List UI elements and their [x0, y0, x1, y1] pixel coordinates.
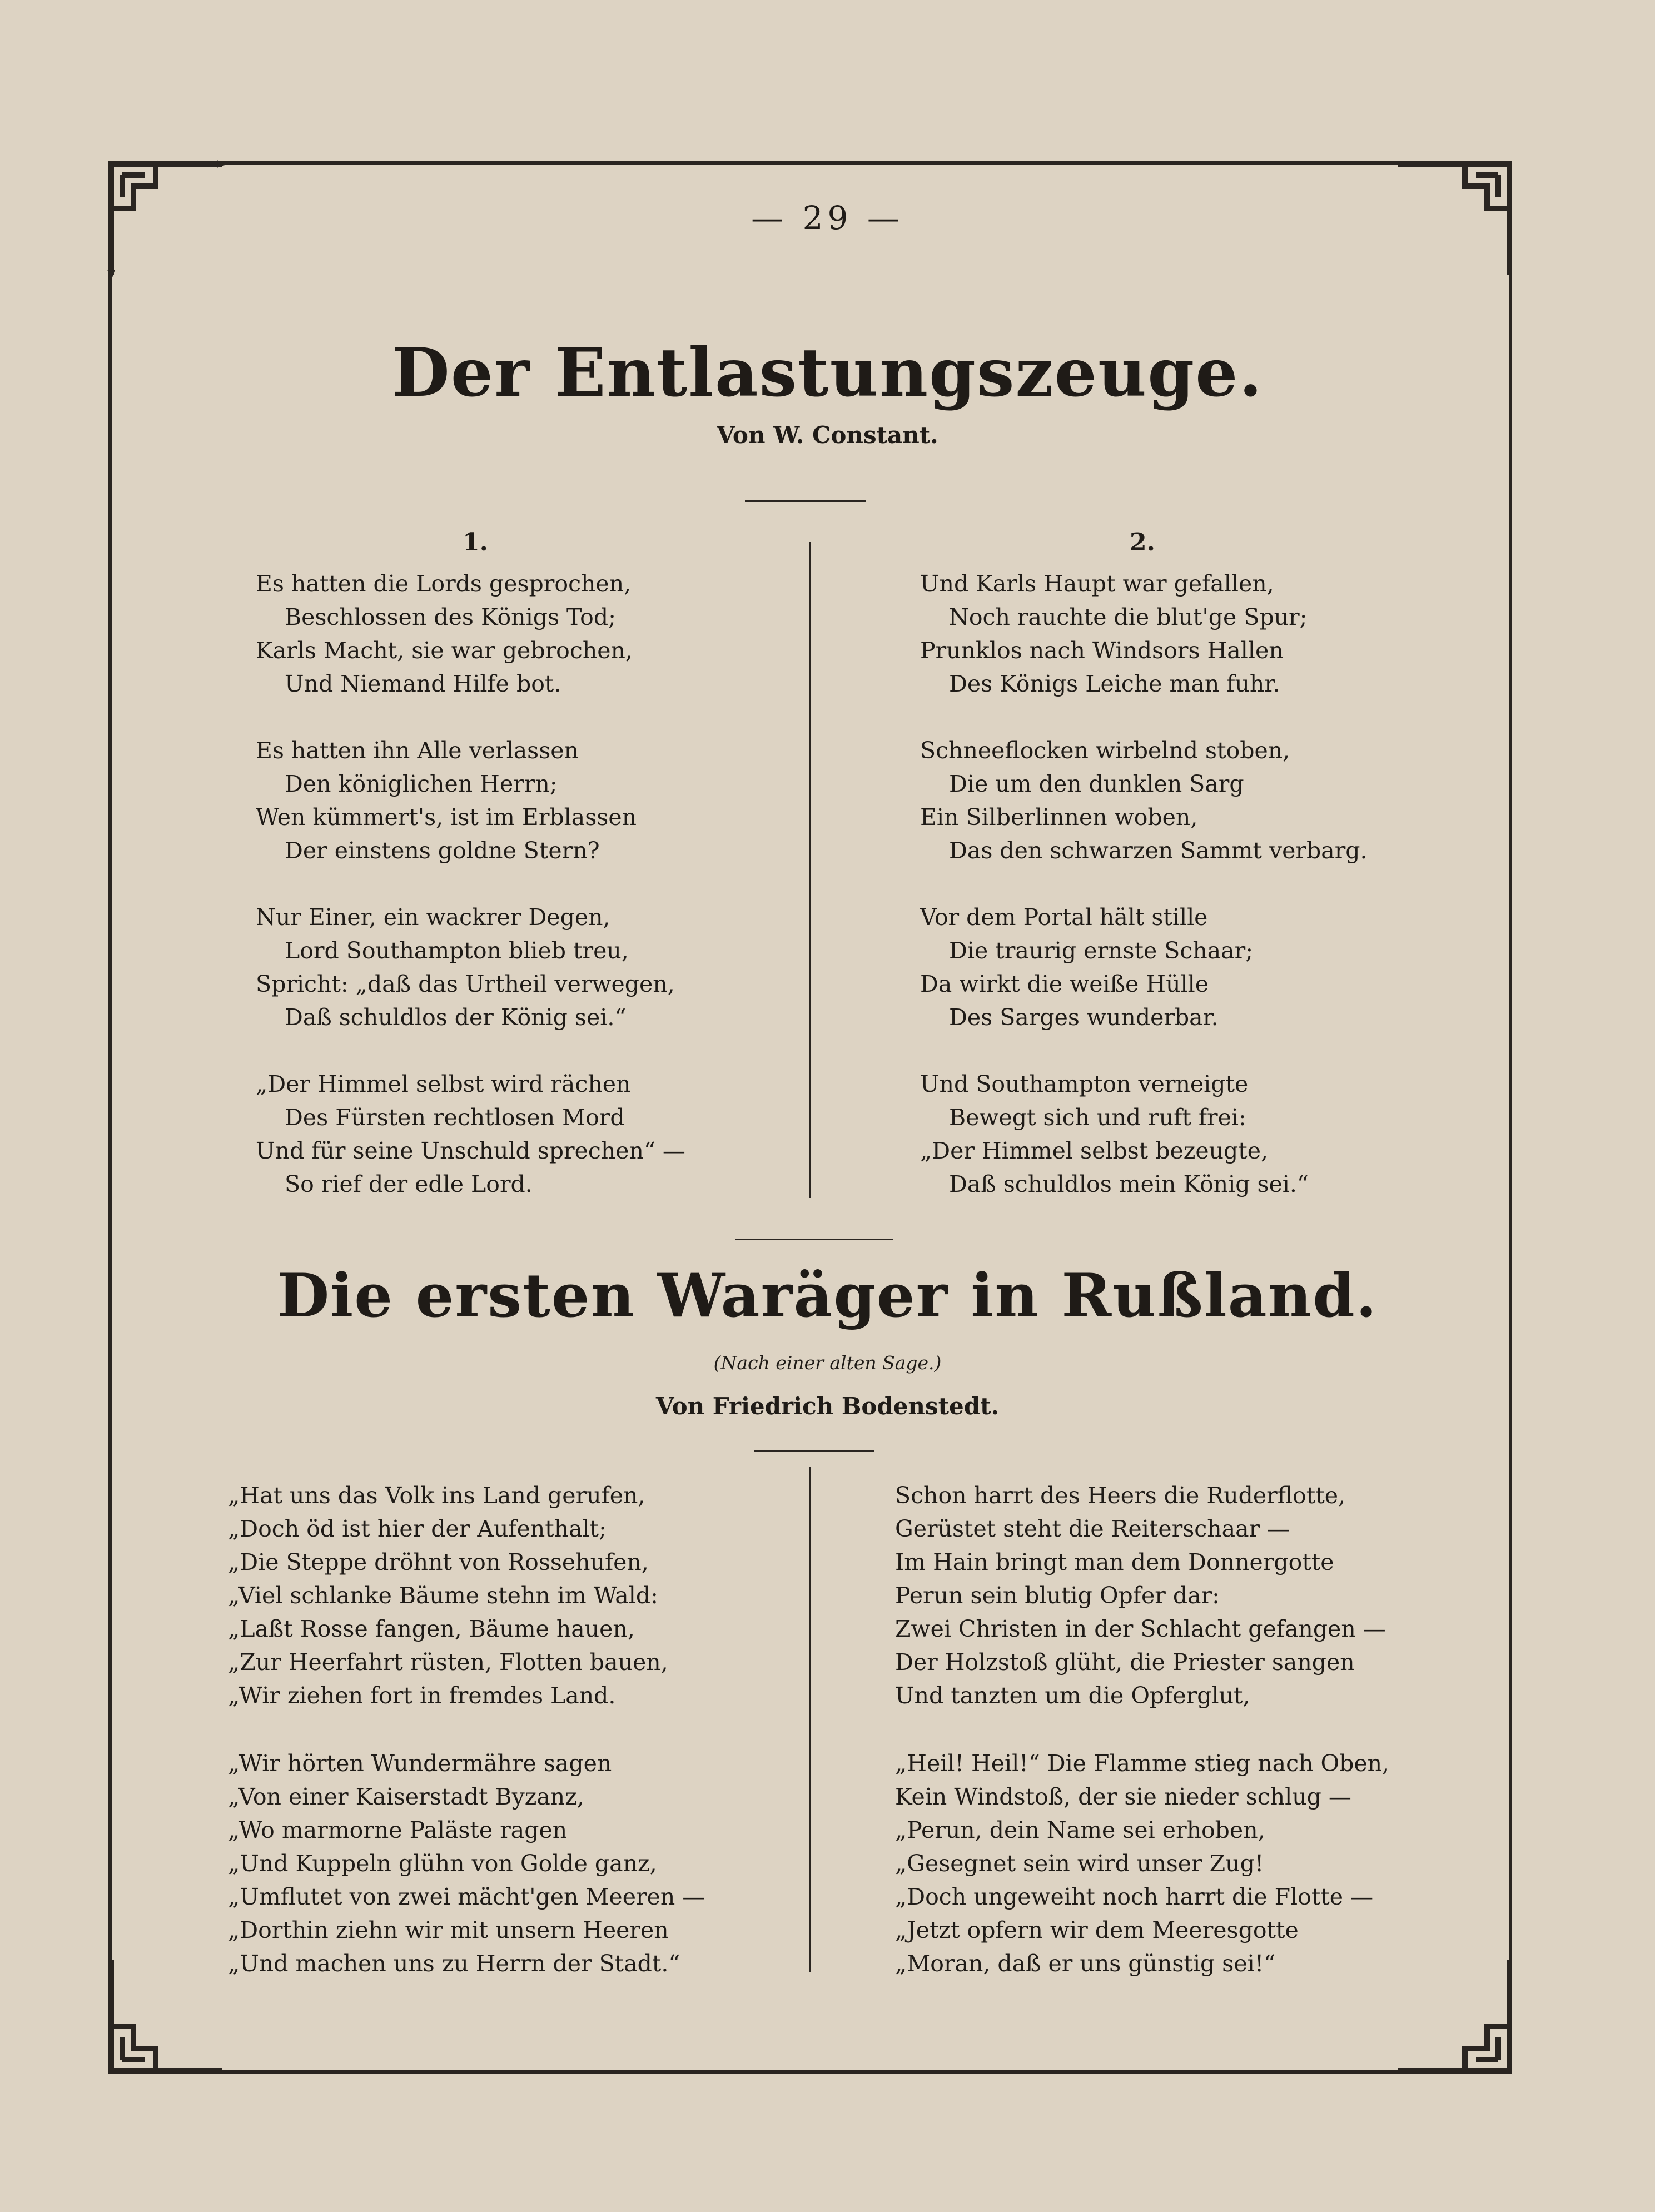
verse-line: „Laßt Rosse fangen, Bäume hauen, [228, 1615, 635, 1642]
verse-line: Spricht: „daß das Urtheil verwegen, [256, 971, 675, 997]
verse-line: Und tanzten um die Opferglut, [895, 1682, 1250, 1709]
verse-line: Und Southampton verneigte [920, 1071, 1249, 1097]
verse-line: „Und machen uns zu Herrn der Stadt.“ [228, 1950, 680, 1977]
poem1-col1-number: 1. [463, 528, 488, 556]
corner-ornament-bottom-right [1390, 1951, 1518, 2079]
verse-line: Gerüstet steht die Reiterschaar — [895, 1515, 1290, 1542]
poem1-column-divider [809, 542, 811, 1198]
verse-line: Lord Southampton blieb treu, [285, 937, 629, 964]
verse-line: „Jetzt opfern wir dem Meeresgotte [895, 1917, 1299, 1943]
page-number: — 29 — [751, 199, 904, 237]
poem2-col1-stanza [228, 1747, 705, 1980]
verse-line: Wen kümmert's, ist im Erblassen [256, 804, 637, 831]
verse-line: „Moran, daß er uns günstig sei!“ [895, 1950, 1276, 1977]
verse-line: „Gesegnet sein wird unser Zug! [895, 1850, 1264, 1877]
verse-line: „Hat uns das Volk ins Land gerufen, [228, 1482, 645, 1509]
verse-line: Zwei Christen in der Schlacht gefangen — [895, 1615, 1386, 1642]
verse-line: Im Hain bringt man dem Donnergotte [895, 1549, 1334, 1575]
verse-line: Kein Windstoß, der sie nieder schlug — [895, 1783, 1351, 1810]
verse-line: „Der Himmel selbst wird rächen [256, 1071, 631, 1097]
poem1-col2-stanza [920, 1067, 1309, 1201]
verse-line: Das den schwarzen Sammt verbarg. [949, 837, 1368, 864]
poem1-col1-stanza [256, 901, 675, 1034]
verse-line: Der Holzstoß glüht, die Priester sangen [895, 1649, 1355, 1676]
verse-line: Schon harrt des Heers die Ruderflotte, [895, 1482, 1345, 1509]
poem2-col1-stanza [228, 1479, 668, 1712]
verse-line: Und für seine Unschuld sprechen“ — [256, 1137, 685, 1164]
verse-line: Noch rauchte die blut'ge Spur; [949, 604, 1308, 630]
poem2-col2-stanza [895, 1747, 1389, 1980]
verse-line: „Von einer Kaiserstadt Byzanz, [228, 1783, 584, 1810]
verse-line: Karls Macht, sie war gebrochen, [256, 637, 633, 664]
verse-line: Der einstens goldne Stern? [285, 837, 600, 864]
verse-line: „Wo marmorne Paläste ragen [228, 1817, 568, 1843]
verse-line: Und Karls Haupt war gefallen, [920, 570, 1274, 597]
verse-line: „Zur Heerfahrt rüsten, Flotten bauen, [228, 1649, 668, 1676]
verse-line: Es hatten ihn Alle verlassen [256, 737, 579, 764]
verse-line: „Perun, dein Name sei erhoben, [895, 1817, 1265, 1843]
poem1-title: Der Entlastungszeuge. [391, 334, 1264, 412]
verse-line: Daß schuldlos mein König sei.“ [949, 1171, 1309, 1197]
verse-line: „Wir hörten Wundermähre sagen [228, 1750, 612, 1777]
verse-line: Es hatten die Lords gesprochen, [256, 570, 632, 597]
verse-line: Und Niemand Hilfe bot. [285, 670, 561, 697]
verse-line: „Wir ziehen fort in fremdes Land. [228, 1682, 616, 1709]
verse-line: „Dorthin ziehn wir mit unsern Heeren [228, 1917, 669, 1943]
poem1-col2-stanza [920, 567, 1307, 700]
verse-line: Daß schuldlos der König sei.“ [285, 1004, 627, 1031]
verse-line: „Umflutet von zwei mächt'gen Meeren — [228, 1883, 705, 1910]
poem1-author: Von W. Constant. [717, 421, 938, 449]
verse-line: Prunklos nach Windsors Hallen [920, 637, 1284, 664]
verse-line: Beschlossen des Königs Tod; [285, 604, 616, 630]
verse-line: „Und Kuppeln glühn von Golde ganz, [228, 1850, 657, 1877]
poem2-author: Von Friedrich Bodenstedt. [655, 1393, 1000, 1420]
verse-line: Des Königs Leiche man fuhr. [949, 670, 1280, 697]
verse-line: Des Fürsten rechtlosen Mord [285, 1104, 625, 1131]
poem1-col1-stanza [256, 734, 637, 867]
poem2-subtitle: (Nach einer alten Sage.) [713, 1352, 942, 1374]
poem2-col2-stanza [895, 1479, 1386, 1712]
corner-ornament-bottom-left [103, 1951, 231, 2079]
poem1-col2-stanza [920, 734, 1368, 867]
poem1-header-rule [745, 500, 866, 502]
verse-line: Ein Silberlinnen woben, [920, 804, 1198, 831]
verse-line: Den königlichen Herrn; [285, 771, 558, 797]
verse-line: Die traurig ernste Schaar; [949, 937, 1254, 964]
verse-line: „Der Himmel selbst bezeugte, [920, 1137, 1269, 1164]
verse-line: Des Sarges wunderbar. [949, 1004, 1219, 1031]
poem1-col2-stanza [920, 901, 1253, 1034]
section-divider-rule [735, 1239, 893, 1240]
poem2-header-rule [754, 1450, 874, 1452]
verse-line: Nur Einer, ein wackrer Degen, [256, 904, 610, 931]
poem1-col1-stanza [256, 1067, 685, 1201]
poem1-col1-stanza [256, 567, 633, 700]
verse-line: Bewegt sich und ruft frei: [949, 1104, 1246, 1131]
poem2-title: Die ersten Waräger in Rußland. [277, 1261, 1378, 1331]
poem1-col2-number: 2. [1130, 528, 1155, 556]
verse-line: So rief der edle Lord. [285, 1171, 533, 1197]
verse-line: „Doch öd ist hier der Aufenthalt; [228, 1515, 607, 1542]
verse-line: Schneeflocken wirbelnd stoben, [920, 737, 1290, 764]
verse-line: Vor dem Portal hält stille [920, 904, 1208, 931]
poem2-column-divider [809, 1467, 811, 1972]
verse-line: „Heil! Heil!“ Die Flamme stieg nach Oben, [895, 1750, 1390, 1777]
verse-line: Da wirkt die weiße Hülle [920, 971, 1209, 997]
verse-line: Die um den dunklen Sarg [949, 771, 1244, 797]
verse-line: „Viel schlanke Bäume stehn im Wald: [228, 1582, 658, 1609]
verse-line: Perun sein blutig Opfer dar: [895, 1582, 1220, 1609]
verse-line: „Die Steppe dröhnt von Rossehufen, [228, 1549, 649, 1575]
verse-line: „Doch ungeweiht noch harrt die Flotte — [895, 1883, 1374, 1910]
